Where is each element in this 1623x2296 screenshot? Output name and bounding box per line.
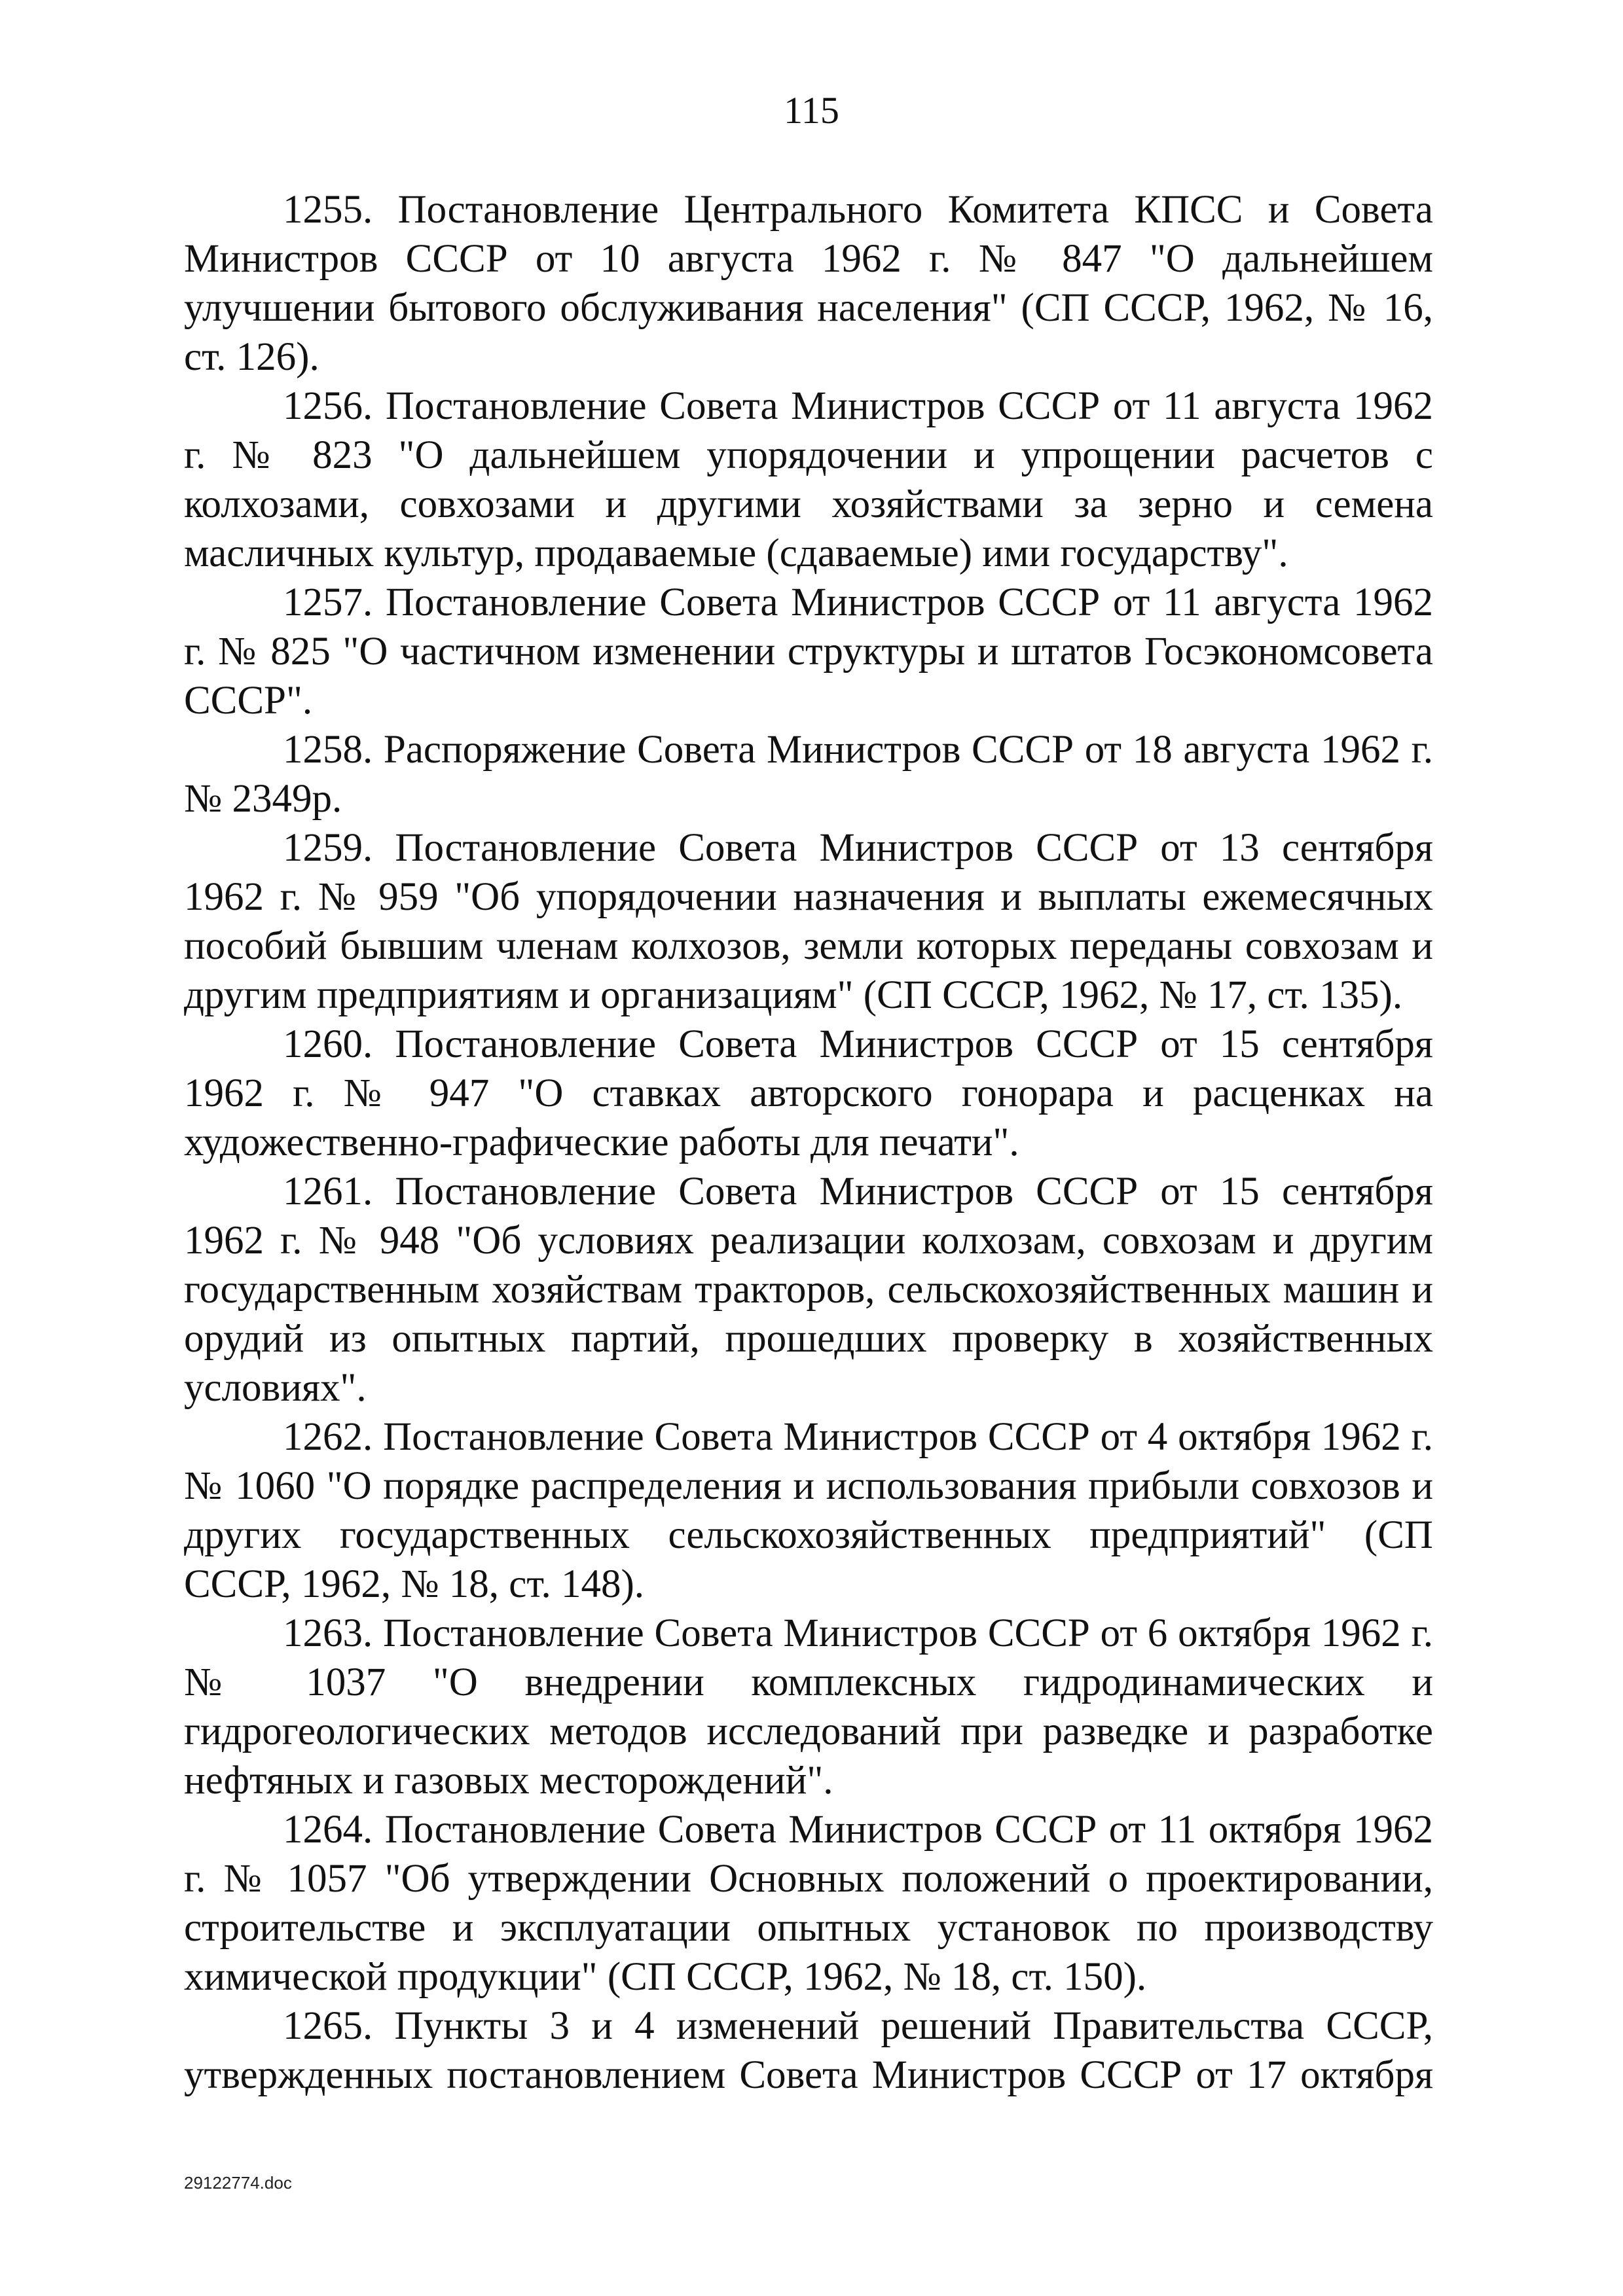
list-item-1263: 1263. Постановление Совета Министров СССР от 6 октября 1962 г. № 1037 "О внедрении комплексных гидродинамических и гидрогеологических методов исследований при разведке и разработке нефтяных и газовых месторождений". <box>184 1611 1433 1803</box>
list-item-1259: 1259. Постановление Совета Министров СССР от 13 сентября 1962 г. № 959 "Об упорядочении назначения и выплаты ежемесячных пособий бывшим членам колхозов, земли которых переданы совхозам и другим предприятиям и организациям" (СП СССР, 1962, № 17, ст. 135). <box>184 826 1433 1017</box>
page-number: 115 <box>784 89 839 132</box>
list-item-1260: 1260. Постановление Совета Министров СССР от 15 сентября 1962 г. № 947 "О ставках авторского гонорара и расценках на художественно-графические работы для печати". <box>184 1022 1433 1164</box>
footer-filename: 29122774.doc <box>184 2173 292 2193</box>
list-item-1265: 1265. Пункты 3 и 4 изменений решений Правительства СССР, утвержденных постановлением Совета Министров СССР от 17 октября <box>184 2004 1433 2097</box>
list-item-1257: 1257. Постановление Совета Министров СССР от 11 августа 1962 г. № 825 "О частичном изменении структуры и штатов Госэкономсовета СССР". <box>184 581 1433 723</box>
list-item-1258: 1258. Распоряжение Совета Министров СССР от 18 августа 1962 г. № 2349р. <box>184 728 1433 821</box>
list-item-1264: 1264. Постановление Совета Министров СССР от 11 октября 1962 г. № 1057 "Об утверждении Основных положений о проектировании, строительстве и эксплуатации опытных установок по производству химической продукции" (СП СССР, 1962, № 18, ст. 150). <box>184 1808 1433 1999</box>
list-item-1255: 1255. Постановление Центрального Комитета КПСС и Совета Министров СССР от 10 августа 1962 г. № 847 "О дальнейшем улучшении бытового обслуживания населения" (СП СССР, 1962, № 16, ст. 126). <box>184 188 1433 379</box>
list-item-1256: 1256. Постановление Совета Министров СССР от 11 августа 1962 г. № 823 "О дальнейшем упорядочении и упрощении расчетов с колхозами, совхозами и другими хозяйствами за зерно и семена масличных культур, продаваемые (сдаваемые) ими государству". <box>184 384 1433 575</box>
list-item-1262: 1262. Постановление Совета Министров СССР от 4 октября 1962 г. № 1060 "О порядке распределения и использования прибыли совхозов и других государственных сельскохозяйственных предприятий" (СП СССР, 1962, № 18, ст. 148). <box>184 1415 1433 1606</box>
document-body <box>184 185 1433 2100</box>
list-item-1261: 1261. Постановление Совета Министров СССР от 15 сентября 1962 г. № 948 "Об условиях реализации колхозам, совхозам и другим государственным хозяйствам тракторов, сельскохозяйственных машин и орудий из опытных партий, прошедших проверку в хозяйственных условиях". <box>184 1170 1433 1410</box>
